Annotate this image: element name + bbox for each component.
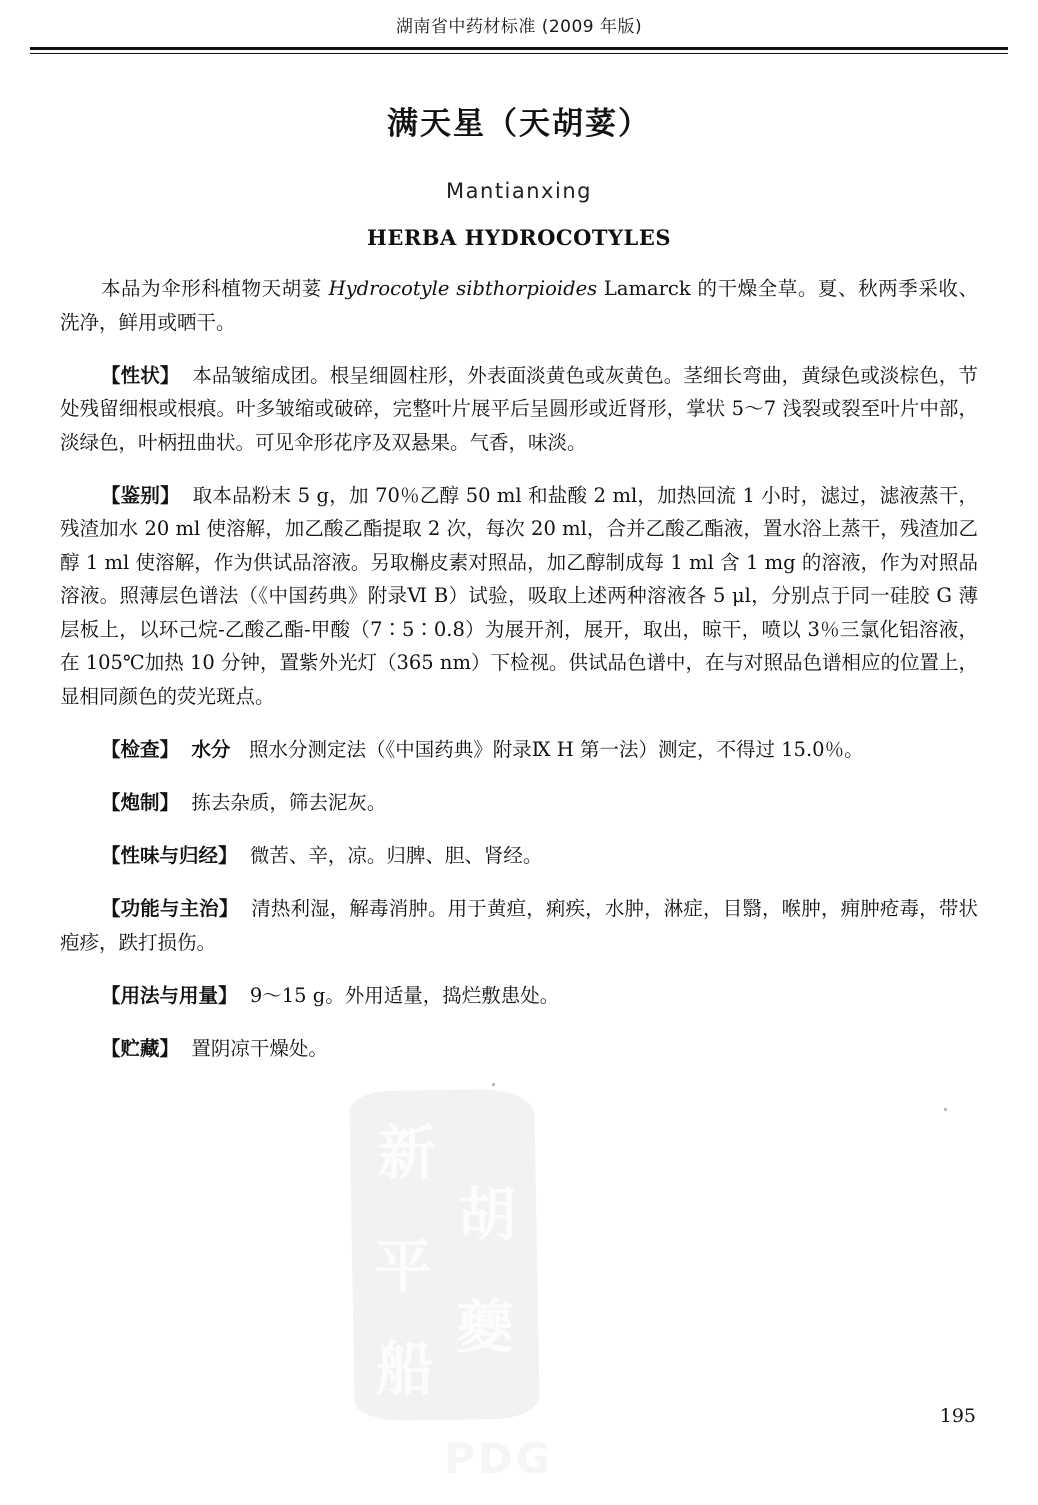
seal-shape	[349, 1088, 540, 1421]
header-rule-thick	[30, 47, 1008, 50]
origin-text-trailing: Lamarck 的干燥全草。夏、秋两季采收、洗净，鲜用或晒干。	[60, 277, 978, 334]
section-label: 【性状】	[100, 363, 180, 387]
scan-speck	[492, 1083, 495, 1086]
origin-text-leading: 本品为伞形科植物天胡荽	[100, 277, 329, 300]
section-xingzhuang	[60, 359, 978, 460]
watermark-seal	[352, 1090, 562, 1483]
origin-paragraph	[60, 272, 978, 339]
section-text: 本品皱缩成团。根呈细圆柱形，外表面淡黄色或灰黄色。茎细长弯曲，黄绿色或淡棕色，节处残留细根或根痕。叶多皱缩或破碎，完整叶片展平后呈圆形或近肾形，掌状 5～7 浅裂或裂至叶片中部，淡绿色，叶柄扭曲状。可见伞形花序及双悬果。气香，味淡。	[60, 363, 978, 454]
entry-pinyin: Mantianxing	[446, 179, 592, 203]
running-head: 湖南省中药材标准 (2009 年版)	[395, 17, 643, 37]
header-rule-thin	[30, 53, 1008, 54]
section-xingwei-guijing	[60, 839, 978, 873]
section-label: 【用法与用量】	[100, 983, 238, 1007]
section-zhucang	[60, 1032, 978, 1066]
entry-title: 满天星（天胡荽）	[387, 106, 651, 142]
section-jiancha	[60, 733, 978, 767]
section-jianbie	[60, 479, 978, 714]
section-label: 【检查】	[100, 737, 179, 761]
section-text: 拣去杂质，筛去泥灰。	[191, 790, 387, 814]
section-text: 微苦、辛，凉。归脾、胆、肾经。	[249, 843, 543, 867]
page-content	[60, 80, 978, 1085]
section-text: 9～15 g。外用适量，捣烂敷患处。	[249, 983, 560, 1007]
section-label: 【贮藏】	[100, 1036, 179, 1060]
scan-speck	[944, 1108, 947, 1111]
section-text: 取本品粉末 5 g，加 70％乙醇 50 ml 和盐酸 2 ml，加热回流 1 小时，滤过，滤液蒸干，残渣加水 20 ml 使溶解，加乙酸乙酯提取 2 次，每次 20 ml，合并乙酸乙酯液，置水浴上蒸干，残渣加乙醇 1 ml 使溶解，作为供试品溶液。另取槲皮素对照品，加乙醇制成每 1 ml 含 1 mg 的溶液，作为对照品溶液。照薄层色谱法（《中国药典》附录Ⅵ B）试验，吸取上述两种溶液各 5 μl，分别点于同一硅胶 G 薄层板上，以环己烷-乙酸乙酯-甲酸（7∶5∶0.8）为展开剂，展开，取出，晾干，喷以 3％三氯化铝溶液，在 105℃加热 10 分钟，置紫外光灯（365 nm）下检视。供试品色谱中，在与对照品色谱相应的位置上，显相同颜色的荧光斑点。	[60, 483, 978, 708]
section-yongfa-yongliang	[60, 979, 978, 1013]
seal-glyph: 夔	[456, 1293, 515, 1361]
section-text: 清热利湿，解毒消肿。用于黄疸，痢疾，水肿，淋症，目翳，喉肿，痈肿疮毒，带状疱疹，跌打损伤。	[60, 896, 978, 954]
section-label: 【功能与主治】	[100, 896, 239, 920]
seal-glyph: 船	[376, 1335, 435, 1403]
seal-glyph: 新	[378, 1119, 437, 1187]
section-label: 【性味与归经】	[100, 843, 238, 867]
page-number: 195	[939, 1405, 976, 1427]
section-text: 照水分测定法（《中国药典》附录Ⅸ H 第一法）测定，不得过 15.0％。	[248, 737, 864, 761]
seal-glyph: 平	[374, 1233, 433, 1301]
entry-latin-name: HERBA HYDROCOTYLES	[366, 225, 671, 250]
scientific-name: Hydrocotyle sibthorpioides	[328, 277, 598, 300]
section-text: 置阴凉干燥处。	[191, 1036, 328, 1060]
seal-glyph: 胡	[458, 1181, 517, 1249]
section-paozhi	[60, 786, 978, 820]
section-gongneng-zhuzhi	[60, 892, 978, 959]
section-label: 【炮制】	[100, 790, 179, 814]
section-label: 【鉴别】	[100, 483, 180, 507]
watermark-caption: PDG	[444, 1434, 554, 1483]
section-sublabel: 水分	[191, 737, 231, 761]
